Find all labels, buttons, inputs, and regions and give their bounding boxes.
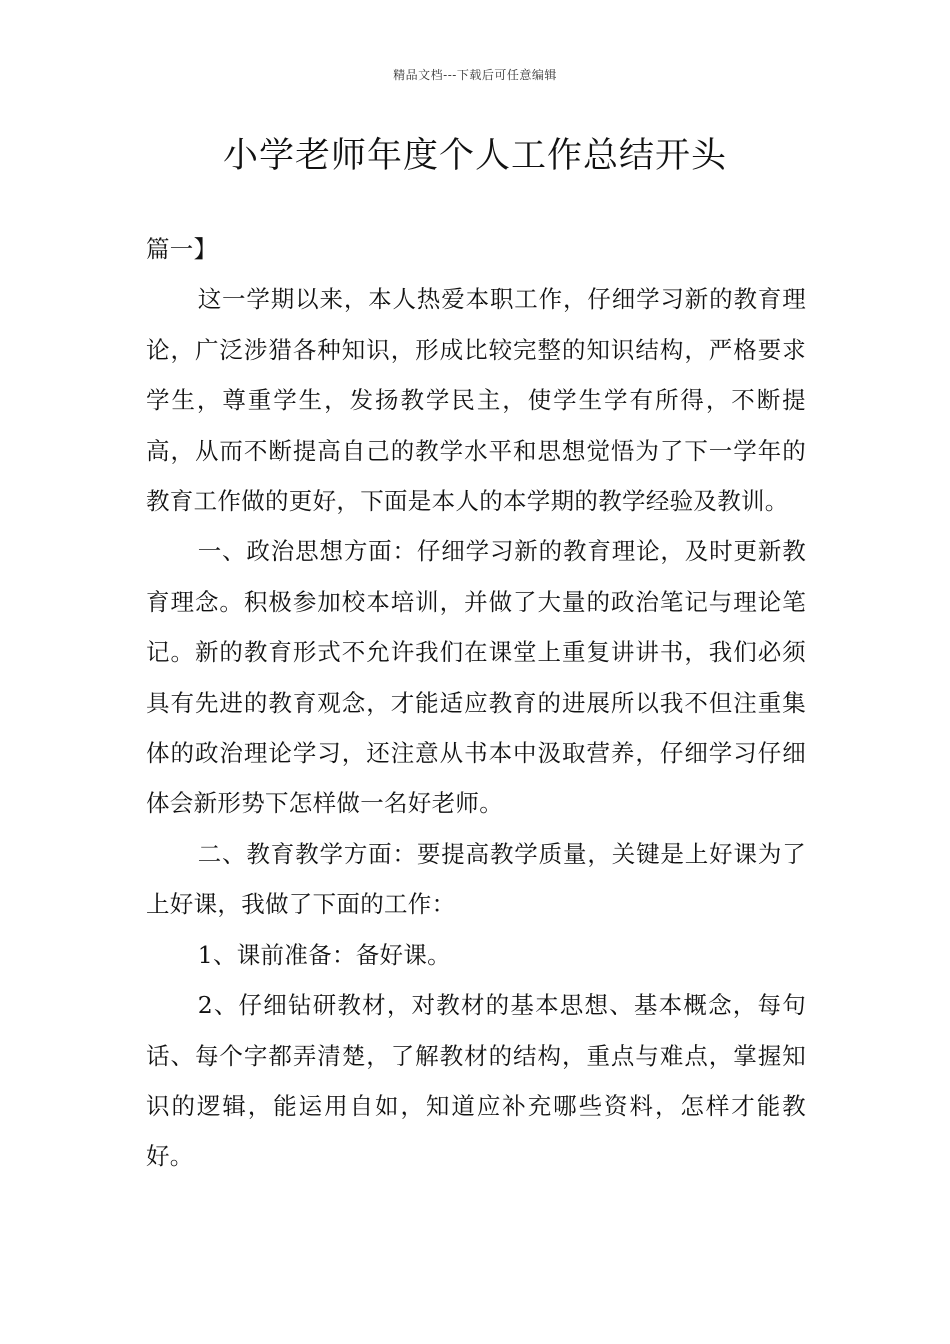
- header-note: 精品文档---下载后可任意编辑: [393, 68, 557, 82]
- document-body: [146, 224, 806, 1182]
- document-title: 小学老师年度个人工作总结开头: [222, 136, 727, 176]
- paragraph-item-1: 1、课前准备：备好课。: [197, 940, 451, 969]
- paragraph-intro: 这一学期以来，本人热爱本职工作，仔细学习新的教育理论，广泛涉猎各种知识，形成比较完整的知识结构，严格要求学生，尊重学生，发扬教学民主，使学生学有所得，不断提高，从而不断提高自己的教学水平和思想觉悟为了下一学年的教育工作做的更好，下面是本人的本学期的教学经验及教训。: [146, 285, 806, 516]
- paragraph-item-2: 2、仔细钻研教材，对教材的基本思想、基本概念，每句话、每个字都弄清楚，了解教材的结构，重点与难点，掌握知识的逻辑，能运用自如，知道应补充哪些资料，怎样才能教好。: [146, 991, 806, 1171]
- paragraph-political-thought: 一、政治思想方面：仔细学习新的教育理论，及时更新教育理念。积极参加校本培训，并做了大量的政治笔记与理论笔记。新的教育形式不允许我们在课堂上重复讲讲书，我们必须具有先进的教育观念，才能适应教育的进展所以我不但注重集体的政治理论学习，还注意从书本中汲取营养，仔细学习仔细体会新形势下怎样做一名好老师。: [146, 537, 806, 818]
- section-label: 篇一】: [146, 235, 218, 263]
- paragraph-teaching: 二、教育教学方面：要提高教学质量，关键是上好课为了上好课，我做了下面的工作：: [146, 839, 806, 919]
